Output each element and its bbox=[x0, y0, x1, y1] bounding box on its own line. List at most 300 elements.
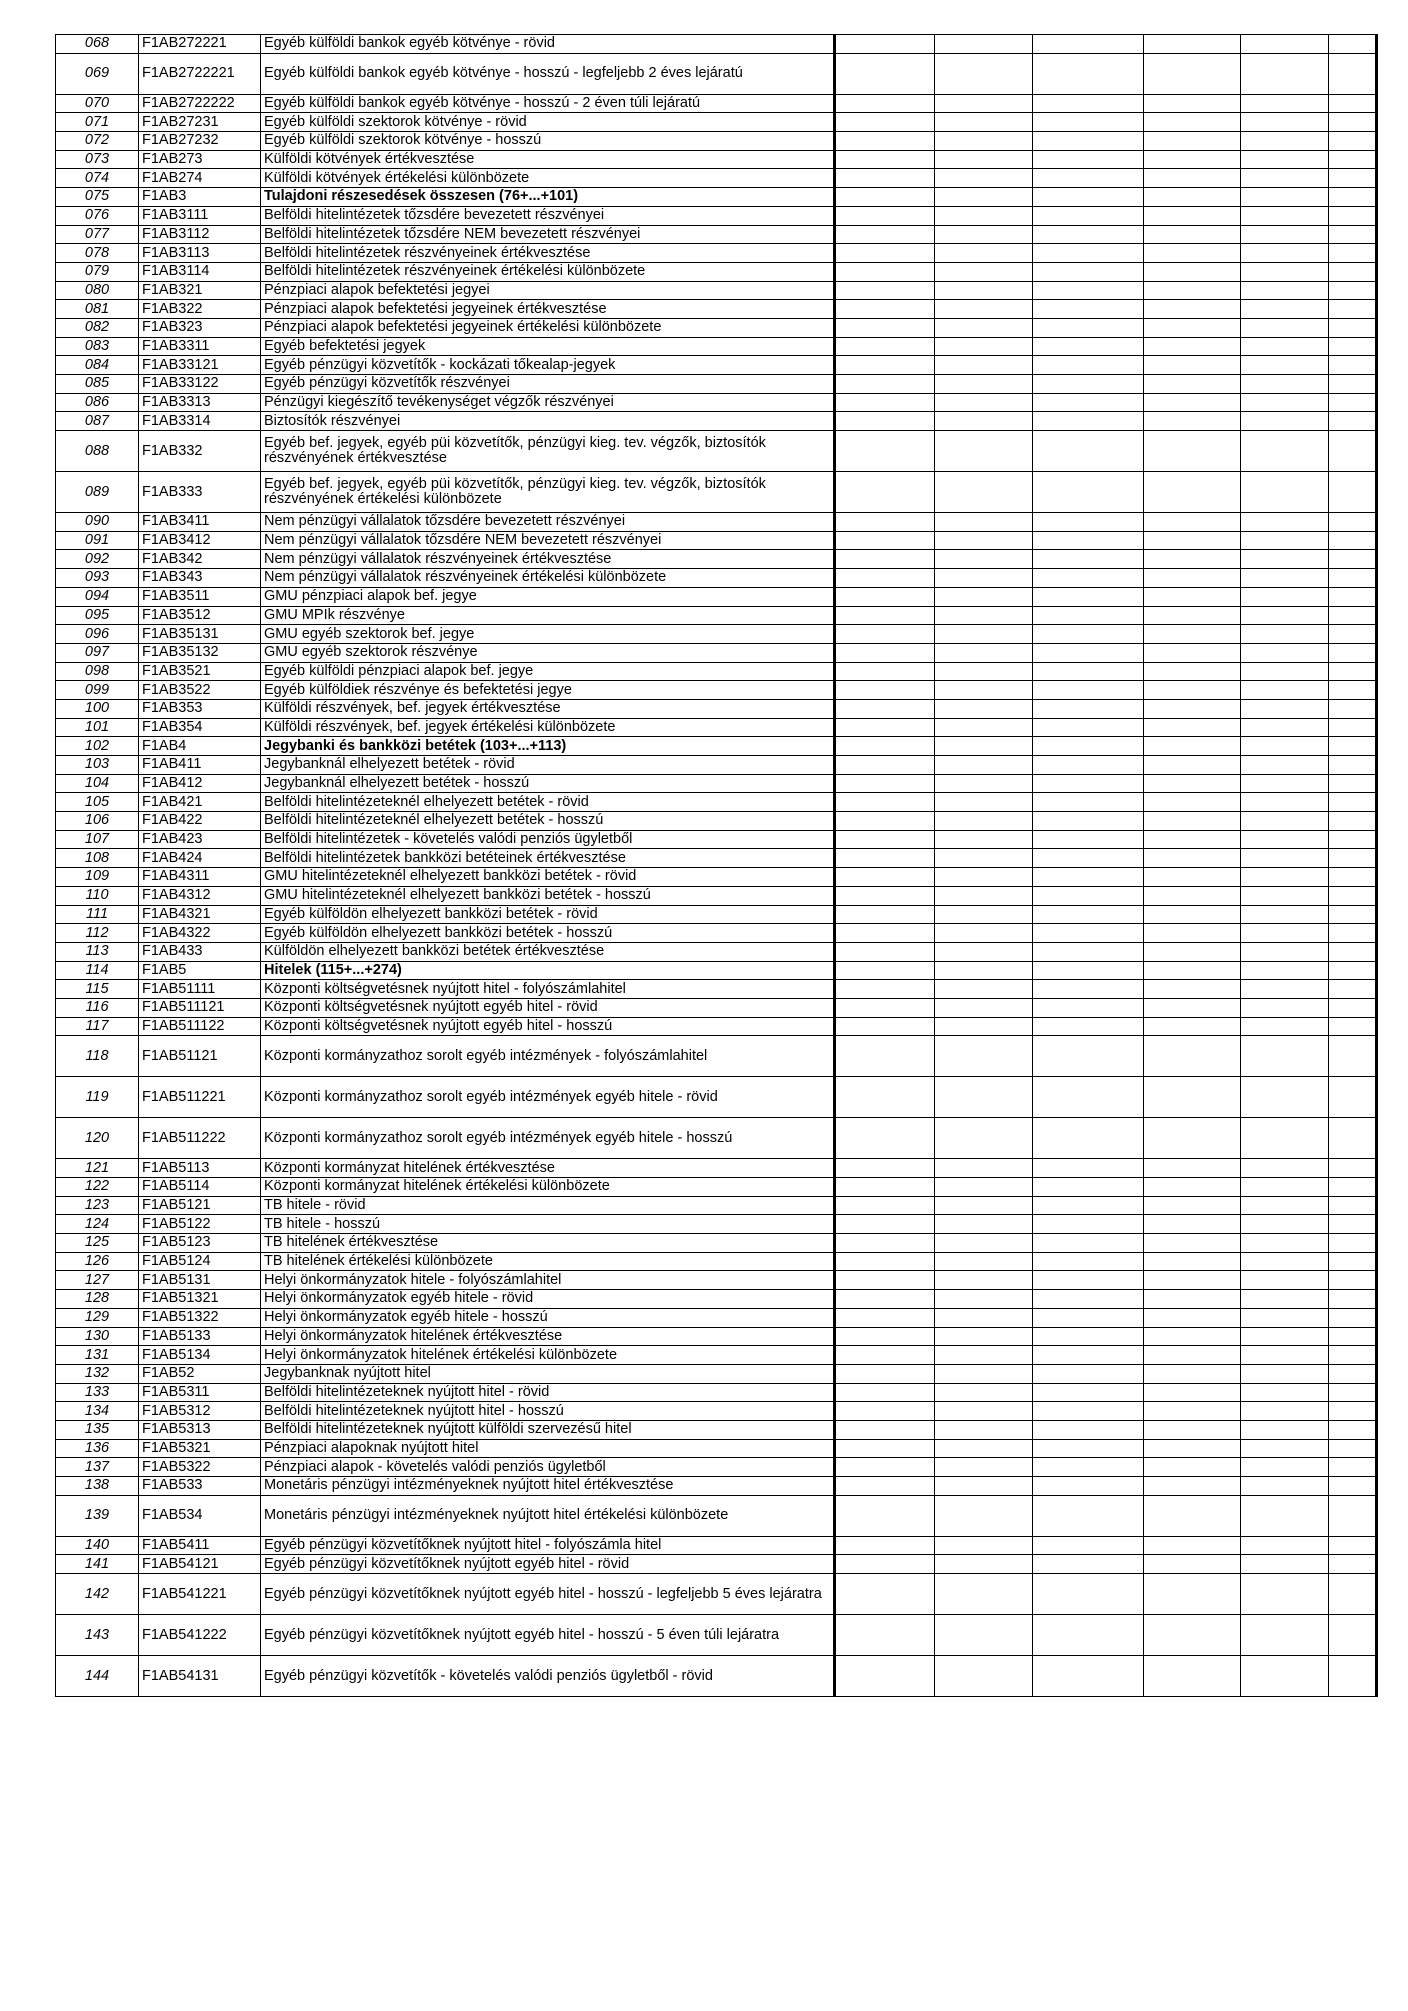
value-cell-2[interactable] bbox=[935, 281, 1033, 300]
value-cell-3[interactable] bbox=[1033, 961, 1144, 980]
value-cell-3[interactable] bbox=[1033, 150, 1144, 169]
value-cell-6[interactable] bbox=[1329, 1402, 1377, 1421]
value-cell-5[interactable] bbox=[1241, 793, 1329, 812]
value-cell-1[interactable] bbox=[835, 1215, 935, 1234]
value-cell-4[interactable] bbox=[1144, 886, 1241, 905]
value-cell-2[interactable] bbox=[935, 1555, 1033, 1574]
value-cell-3[interactable] bbox=[1033, 905, 1144, 924]
value-cell-2[interactable] bbox=[935, 681, 1033, 700]
value-cell-4[interactable] bbox=[1144, 1118, 1241, 1159]
value-cell-3[interactable] bbox=[1033, 513, 1144, 532]
value-cell-5[interactable] bbox=[1241, 1215, 1329, 1234]
value-cell-6[interactable] bbox=[1329, 1477, 1377, 1496]
value-cell-6[interactable] bbox=[1329, 1234, 1377, 1253]
value-cell-2[interactable] bbox=[935, 774, 1033, 793]
value-cell-3[interactable] bbox=[1033, 812, 1144, 831]
value-cell-6[interactable] bbox=[1329, 1420, 1377, 1439]
value-cell-6[interactable] bbox=[1329, 188, 1377, 207]
value-cell-3[interactable] bbox=[1033, 868, 1144, 887]
value-cell-4[interactable] bbox=[1144, 169, 1241, 188]
value-cell-3[interactable] bbox=[1033, 1118, 1144, 1159]
value-cell-4[interactable] bbox=[1144, 1036, 1241, 1077]
value-cell-2[interactable] bbox=[935, 1346, 1033, 1365]
value-cell-5[interactable] bbox=[1241, 1574, 1329, 1615]
value-cell-2[interactable] bbox=[935, 531, 1033, 550]
value-cell-3[interactable] bbox=[1033, 569, 1144, 588]
value-cell-2[interactable] bbox=[935, 718, 1033, 737]
value-cell-4[interactable] bbox=[1144, 587, 1241, 606]
value-cell-6[interactable] bbox=[1329, 412, 1377, 431]
value-cell-5[interactable] bbox=[1241, 662, 1329, 681]
value-cell-4[interactable] bbox=[1144, 1458, 1241, 1477]
value-cell-3[interactable] bbox=[1033, 1439, 1144, 1458]
value-cell-3[interactable] bbox=[1033, 942, 1144, 961]
value-cell-5[interactable] bbox=[1241, 569, 1329, 588]
value-cell-5[interactable] bbox=[1241, 1555, 1329, 1574]
value-cell-2[interactable] bbox=[935, 1036, 1033, 1077]
value-cell-2[interactable] bbox=[935, 1327, 1033, 1346]
value-cell-3[interactable] bbox=[1033, 225, 1144, 244]
value-cell-1[interactable] bbox=[835, 94, 935, 113]
value-cell-1[interactable] bbox=[835, 225, 935, 244]
value-cell-5[interactable] bbox=[1241, 94, 1329, 113]
value-cell-3[interactable] bbox=[1033, 472, 1144, 513]
value-cell-2[interactable] bbox=[935, 1252, 1033, 1271]
value-cell-6[interactable] bbox=[1329, 1439, 1377, 1458]
value-cell-5[interactable] bbox=[1241, 1036, 1329, 1077]
value-cell-4[interactable] bbox=[1144, 1196, 1241, 1215]
value-cell-2[interactable] bbox=[935, 662, 1033, 681]
value-cell-4[interactable] bbox=[1144, 774, 1241, 793]
value-cell-6[interactable] bbox=[1329, 1364, 1377, 1383]
value-cell-1[interactable] bbox=[835, 812, 935, 831]
value-cell-5[interactable] bbox=[1241, 393, 1329, 412]
value-cell-1[interactable] bbox=[835, 793, 935, 812]
value-cell-4[interactable] bbox=[1144, 550, 1241, 569]
value-cell-4[interactable] bbox=[1144, 53, 1241, 94]
value-cell-2[interactable] bbox=[935, 587, 1033, 606]
value-cell-4[interactable] bbox=[1144, 998, 1241, 1017]
value-cell-6[interactable] bbox=[1329, 94, 1377, 113]
value-cell-5[interactable] bbox=[1241, 169, 1329, 188]
value-cell-1[interactable] bbox=[835, 169, 935, 188]
value-cell-4[interactable] bbox=[1144, 513, 1241, 532]
value-cell-5[interactable] bbox=[1241, 1234, 1329, 1253]
value-cell-3[interactable] bbox=[1033, 681, 1144, 700]
value-cell-1[interactable] bbox=[835, 1196, 935, 1215]
value-cell-3[interactable] bbox=[1033, 606, 1144, 625]
value-cell-3[interactable] bbox=[1033, 886, 1144, 905]
value-cell-4[interactable] bbox=[1144, 1077, 1241, 1118]
value-cell-4[interactable] bbox=[1144, 625, 1241, 644]
value-cell-5[interactable] bbox=[1241, 150, 1329, 169]
value-cell-6[interactable] bbox=[1329, 375, 1377, 394]
value-cell-5[interactable] bbox=[1241, 830, 1329, 849]
value-cell-3[interactable] bbox=[1033, 1234, 1144, 1253]
value-cell-6[interactable] bbox=[1329, 849, 1377, 868]
value-cell-5[interactable] bbox=[1241, 431, 1329, 472]
value-cell-3[interactable] bbox=[1033, 699, 1144, 718]
value-cell-4[interactable] bbox=[1144, 225, 1241, 244]
value-cell-6[interactable] bbox=[1329, 812, 1377, 831]
value-cell-1[interactable] bbox=[835, 1346, 935, 1365]
value-cell-1[interactable] bbox=[835, 1656, 935, 1697]
value-cell-6[interactable] bbox=[1329, 1308, 1377, 1327]
value-cell-1[interactable] bbox=[835, 132, 935, 151]
value-cell-5[interactable] bbox=[1241, 868, 1329, 887]
value-cell-1[interactable] bbox=[835, 393, 935, 412]
value-cell-1[interactable] bbox=[835, 550, 935, 569]
value-cell-3[interactable] bbox=[1033, 94, 1144, 113]
value-cell-6[interactable] bbox=[1329, 830, 1377, 849]
value-cell-3[interactable] bbox=[1033, 924, 1144, 943]
value-cell-3[interactable] bbox=[1033, 980, 1144, 999]
value-cell-4[interactable] bbox=[1144, 868, 1241, 887]
value-cell-4[interactable] bbox=[1144, 94, 1241, 113]
value-cell-6[interactable] bbox=[1329, 513, 1377, 532]
value-cell-5[interactable] bbox=[1241, 1439, 1329, 1458]
value-cell-4[interactable] bbox=[1144, 300, 1241, 319]
value-cell-2[interactable] bbox=[935, 756, 1033, 775]
value-cell-1[interactable] bbox=[835, 643, 935, 662]
value-cell-3[interactable] bbox=[1033, 1402, 1144, 1421]
value-cell-2[interactable] bbox=[935, 318, 1033, 337]
value-cell-4[interactable] bbox=[1144, 1327, 1241, 1346]
value-cell-4[interactable] bbox=[1144, 1364, 1241, 1383]
value-cell-3[interactable] bbox=[1033, 1036, 1144, 1077]
value-cell-4[interactable] bbox=[1144, 961, 1241, 980]
value-cell-3[interactable] bbox=[1033, 356, 1144, 375]
value-cell-3[interactable] bbox=[1033, 1178, 1144, 1197]
value-cell-1[interactable] bbox=[835, 886, 935, 905]
value-cell-3[interactable] bbox=[1033, 337, 1144, 356]
value-cell-6[interactable] bbox=[1329, 281, 1377, 300]
value-cell-2[interactable] bbox=[935, 262, 1033, 281]
value-cell-4[interactable] bbox=[1144, 132, 1241, 151]
value-cell-5[interactable] bbox=[1241, 1383, 1329, 1402]
value-cell-3[interactable] bbox=[1033, 1196, 1144, 1215]
value-cell-1[interactable] bbox=[835, 1495, 935, 1536]
value-cell-3[interactable] bbox=[1033, 375, 1144, 394]
value-cell-1[interactable] bbox=[835, 1118, 935, 1159]
value-cell-3[interactable] bbox=[1033, 550, 1144, 569]
value-cell-5[interactable] bbox=[1241, 1118, 1329, 1159]
value-cell-4[interactable] bbox=[1144, 1477, 1241, 1496]
value-cell-4[interactable] bbox=[1144, 942, 1241, 961]
value-cell-1[interactable] bbox=[835, 1036, 935, 1077]
value-cell-4[interactable] bbox=[1144, 569, 1241, 588]
value-cell-4[interactable] bbox=[1144, 793, 1241, 812]
value-cell-4[interactable] bbox=[1144, 1656, 1241, 1697]
value-cell-2[interactable] bbox=[935, 1234, 1033, 1253]
value-cell-6[interactable] bbox=[1329, 998, 1377, 1017]
value-cell-5[interactable] bbox=[1241, 924, 1329, 943]
value-cell-2[interactable] bbox=[935, 132, 1033, 151]
value-cell-1[interactable] bbox=[835, 1178, 935, 1197]
value-cell-3[interactable] bbox=[1033, 1555, 1144, 1574]
value-cell-1[interactable] bbox=[835, 472, 935, 513]
value-cell-1[interactable] bbox=[835, 35, 935, 54]
value-cell-6[interactable] bbox=[1329, 699, 1377, 718]
value-cell-5[interactable] bbox=[1241, 1196, 1329, 1215]
value-cell-5[interactable] bbox=[1241, 756, 1329, 775]
value-cell-3[interactable] bbox=[1033, 1574, 1144, 1615]
value-cell-1[interactable] bbox=[835, 587, 935, 606]
value-cell-3[interactable] bbox=[1033, 206, 1144, 225]
value-cell-5[interactable] bbox=[1241, 980, 1329, 999]
value-cell-6[interactable] bbox=[1329, 1574, 1377, 1615]
value-cell-2[interactable] bbox=[935, 998, 1033, 1017]
value-cell-2[interactable] bbox=[935, 472, 1033, 513]
value-cell-3[interactable] bbox=[1033, 188, 1144, 207]
value-cell-4[interactable] bbox=[1144, 1574, 1241, 1615]
value-cell-2[interactable] bbox=[935, 924, 1033, 943]
value-cell-1[interactable] bbox=[835, 942, 935, 961]
value-cell-3[interactable] bbox=[1033, 1017, 1144, 1036]
value-cell-6[interactable] bbox=[1329, 868, 1377, 887]
value-cell-3[interactable] bbox=[1033, 1159, 1144, 1178]
value-cell-4[interactable] bbox=[1144, 531, 1241, 550]
value-cell-5[interactable] bbox=[1241, 244, 1329, 263]
value-cell-1[interactable] bbox=[835, 569, 935, 588]
value-cell-5[interactable] bbox=[1241, 531, 1329, 550]
value-cell-2[interactable] bbox=[935, 375, 1033, 394]
value-cell-1[interactable] bbox=[835, 1308, 935, 1327]
value-cell-5[interactable] bbox=[1241, 774, 1329, 793]
value-cell-4[interactable] bbox=[1144, 756, 1241, 775]
value-cell-2[interactable] bbox=[935, 1215, 1033, 1234]
value-cell-4[interactable] bbox=[1144, 375, 1241, 394]
value-cell-4[interactable] bbox=[1144, 1215, 1241, 1234]
value-cell-1[interactable] bbox=[835, 1615, 935, 1656]
value-cell-5[interactable] bbox=[1241, 300, 1329, 319]
value-cell-5[interactable] bbox=[1241, 1308, 1329, 1327]
value-cell-1[interactable] bbox=[835, 1252, 935, 1271]
value-cell-6[interactable] bbox=[1329, 150, 1377, 169]
value-cell-5[interactable] bbox=[1241, 681, 1329, 700]
value-cell-4[interactable] bbox=[1144, 1271, 1241, 1290]
value-cell-2[interactable] bbox=[935, 431, 1033, 472]
value-cell-3[interactable] bbox=[1033, 393, 1144, 412]
value-cell-1[interactable] bbox=[835, 1017, 935, 1036]
value-cell-1[interactable] bbox=[835, 1290, 935, 1309]
value-cell-5[interactable] bbox=[1241, 356, 1329, 375]
value-cell-3[interactable] bbox=[1033, 1252, 1144, 1271]
value-cell-6[interactable] bbox=[1329, 393, 1377, 412]
value-cell-4[interactable] bbox=[1144, 1178, 1241, 1197]
value-cell-5[interactable] bbox=[1241, 1402, 1329, 1421]
value-cell-2[interactable] bbox=[935, 94, 1033, 113]
value-cell-6[interactable] bbox=[1329, 1036, 1377, 1077]
value-cell-2[interactable] bbox=[935, 961, 1033, 980]
value-cell-2[interactable] bbox=[935, 1383, 1033, 1402]
value-cell-6[interactable] bbox=[1329, 318, 1377, 337]
value-cell-3[interactable] bbox=[1033, 587, 1144, 606]
value-cell-3[interactable] bbox=[1033, 1615, 1144, 1656]
value-cell-6[interactable] bbox=[1329, 774, 1377, 793]
value-cell-5[interactable] bbox=[1241, 1271, 1329, 1290]
value-cell-6[interactable] bbox=[1329, 737, 1377, 756]
value-cell-1[interactable] bbox=[835, 774, 935, 793]
value-cell-5[interactable] bbox=[1241, 998, 1329, 1017]
value-cell-4[interactable] bbox=[1144, 1308, 1241, 1327]
value-cell-2[interactable] bbox=[935, 412, 1033, 431]
value-cell-3[interactable] bbox=[1033, 1536, 1144, 1555]
value-cell-6[interactable] bbox=[1329, 718, 1377, 737]
value-cell-4[interactable] bbox=[1144, 643, 1241, 662]
value-cell-1[interactable] bbox=[835, 905, 935, 924]
value-cell-5[interactable] bbox=[1241, 606, 1329, 625]
value-cell-2[interactable] bbox=[935, 737, 1033, 756]
value-cell-4[interactable] bbox=[1144, 1402, 1241, 1421]
value-cell-6[interactable] bbox=[1329, 1615, 1377, 1656]
value-cell-1[interactable] bbox=[835, 1574, 935, 1615]
value-cell-5[interactable] bbox=[1241, 942, 1329, 961]
value-cell-2[interactable] bbox=[935, 793, 1033, 812]
value-cell-5[interactable] bbox=[1241, 1477, 1329, 1496]
value-cell-1[interactable] bbox=[835, 1439, 935, 1458]
value-cell-3[interactable] bbox=[1033, 849, 1144, 868]
value-cell-5[interactable] bbox=[1241, 1159, 1329, 1178]
value-cell-5[interactable] bbox=[1241, 1290, 1329, 1309]
value-cell-1[interactable] bbox=[835, 961, 935, 980]
value-cell-4[interactable] bbox=[1144, 830, 1241, 849]
value-cell-2[interactable] bbox=[935, 569, 1033, 588]
value-cell-1[interactable] bbox=[835, 718, 935, 737]
value-cell-6[interactable] bbox=[1329, 1159, 1377, 1178]
value-cell-3[interactable] bbox=[1033, 998, 1144, 1017]
value-cell-5[interactable] bbox=[1241, 1420, 1329, 1439]
value-cell-6[interactable] bbox=[1329, 1656, 1377, 1697]
value-cell-1[interactable] bbox=[835, 262, 935, 281]
value-cell-1[interactable] bbox=[835, 53, 935, 94]
value-cell-1[interactable] bbox=[835, 1555, 935, 1574]
value-cell-6[interactable] bbox=[1329, 793, 1377, 812]
value-cell-3[interactable] bbox=[1033, 531, 1144, 550]
value-cell-6[interactable] bbox=[1329, 300, 1377, 319]
value-cell-5[interactable] bbox=[1241, 188, 1329, 207]
value-cell-4[interactable] bbox=[1144, 35, 1241, 54]
value-cell-6[interactable] bbox=[1329, 569, 1377, 588]
value-cell-2[interactable] bbox=[935, 150, 1033, 169]
value-cell-3[interactable] bbox=[1033, 1077, 1144, 1118]
value-cell-1[interactable] bbox=[835, 625, 935, 644]
value-cell-5[interactable] bbox=[1241, 337, 1329, 356]
value-cell-6[interactable] bbox=[1329, 1495, 1377, 1536]
value-cell-4[interactable] bbox=[1144, 318, 1241, 337]
value-cell-3[interactable] bbox=[1033, 300, 1144, 319]
value-cell-1[interactable] bbox=[835, 356, 935, 375]
value-cell-2[interactable] bbox=[935, 169, 1033, 188]
value-cell-6[interactable] bbox=[1329, 1327, 1377, 1346]
value-cell-1[interactable] bbox=[835, 1364, 935, 1383]
value-cell-5[interactable] bbox=[1241, 472, 1329, 513]
value-cell-5[interactable] bbox=[1241, 1346, 1329, 1365]
value-cell-3[interactable] bbox=[1033, 1327, 1144, 1346]
value-cell-1[interactable] bbox=[835, 756, 935, 775]
value-cell-3[interactable] bbox=[1033, 774, 1144, 793]
value-cell-4[interactable] bbox=[1144, 1252, 1241, 1271]
value-cell-5[interactable] bbox=[1241, 1458, 1329, 1477]
value-cell-6[interactable] bbox=[1329, 53, 1377, 94]
value-cell-2[interactable] bbox=[935, 699, 1033, 718]
value-cell-3[interactable] bbox=[1033, 281, 1144, 300]
value-cell-4[interactable] bbox=[1144, 849, 1241, 868]
value-cell-1[interactable] bbox=[835, 662, 935, 681]
value-cell-4[interactable] bbox=[1144, 662, 1241, 681]
value-cell-4[interactable] bbox=[1144, 606, 1241, 625]
value-cell-3[interactable] bbox=[1033, 1383, 1144, 1402]
value-cell-6[interactable] bbox=[1329, 1017, 1377, 1036]
value-cell-2[interactable] bbox=[935, 980, 1033, 999]
value-cell-4[interactable] bbox=[1144, 412, 1241, 431]
value-cell-3[interactable] bbox=[1033, 1346, 1144, 1365]
value-cell-3[interactable] bbox=[1033, 1215, 1144, 1234]
value-cell-5[interactable] bbox=[1241, 1536, 1329, 1555]
value-cell-3[interactable] bbox=[1033, 113, 1144, 132]
value-cell-1[interactable] bbox=[835, 244, 935, 263]
value-cell-2[interactable] bbox=[935, 830, 1033, 849]
value-cell-2[interactable] bbox=[935, 1402, 1033, 1421]
value-cell-2[interactable] bbox=[935, 1495, 1033, 1536]
value-cell-2[interactable] bbox=[935, 1364, 1033, 1383]
value-cell-1[interactable] bbox=[835, 606, 935, 625]
value-cell-1[interactable] bbox=[835, 1458, 935, 1477]
value-cell-5[interactable] bbox=[1241, 1656, 1329, 1697]
value-cell-4[interactable] bbox=[1144, 1383, 1241, 1402]
value-cell-2[interactable] bbox=[935, 513, 1033, 532]
value-cell-5[interactable] bbox=[1241, 1178, 1329, 1197]
value-cell-4[interactable] bbox=[1144, 262, 1241, 281]
value-cell-5[interactable] bbox=[1241, 1252, 1329, 1271]
value-cell-3[interactable] bbox=[1033, 737, 1144, 756]
value-cell-6[interactable] bbox=[1329, 169, 1377, 188]
value-cell-4[interactable] bbox=[1144, 699, 1241, 718]
value-cell-1[interactable] bbox=[835, 531, 935, 550]
value-cell-3[interactable] bbox=[1033, 1420, 1144, 1439]
value-cell-3[interactable] bbox=[1033, 1290, 1144, 1309]
value-cell-5[interactable] bbox=[1241, 587, 1329, 606]
value-cell-4[interactable] bbox=[1144, 150, 1241, 169]
value-cell-5[interactable] bbox=[1241, 718, 1329, 737]
value-cell-1[interactable] bbox=[835, 337, 935, 356]
value-cell-1[interactable] bbox=[835, 513, 935, 532]
value-cell-3[interactable] bbox=[1033, 756, 1144, 775]
value-cell-2[interactable] bbox=[935, 1477, 1033, 1496]
value-cell-2[interactable] bbox=[935, 886, 1033, 905]
value-cell-4[interactable] bbox=[1144, 924, 1241, 943]
value-cell-6[interactable] bbox=[1329, 1178, 1377, 1197]
value-cell-2[interactable] bbox=[935, 1458, 1033, 1477]
value-cell-4[interactable] bbox=[1144, 431, 1241, 472]
value-cell-5[interactable] bbox=[1241, 886, 1329, 905]
value-cell-1[interactable] bbox=[835, 1383, 935, 1402]
value-cell-5[interactable] bbox=[1241, 1077, 1329, 1118]
value-cell-3[interactable] bbox=[1033, 718, 1144, 737]
value-cell-1[interactable] bbox=[835, 113, 935, 132]
value-cell-6[interactable] bbox=[1329, 550, 1377, 569]
value-cell-6[interactable] bbox=[1329, 662, 1377, 681]
value-cell-5[interactable] bbox=[1241, 1327, 1329, 1346]
value-cell-4[interactable] bbox=[1144, 737, 1241, 756]
value-cell-1[interactable] bbox=[835, 868, 935, 887]
value-cell-2[interactable] bbox=[935, 1017, 1033, 1036]
value-cell-1[interactable] bbox=[835, 375, 935, 394]
value-cell-2[interactable] bbox=[935, 849, 1033, 868]
value-cell-4[interactable] bbox=[1144, 393, 1241, 412]
value-cell-2[interactable] bbox=[935, 1159, 1033, 1178]
value-cell-3[interactable] bbox=[1033, 1656, 1144, 1697]
